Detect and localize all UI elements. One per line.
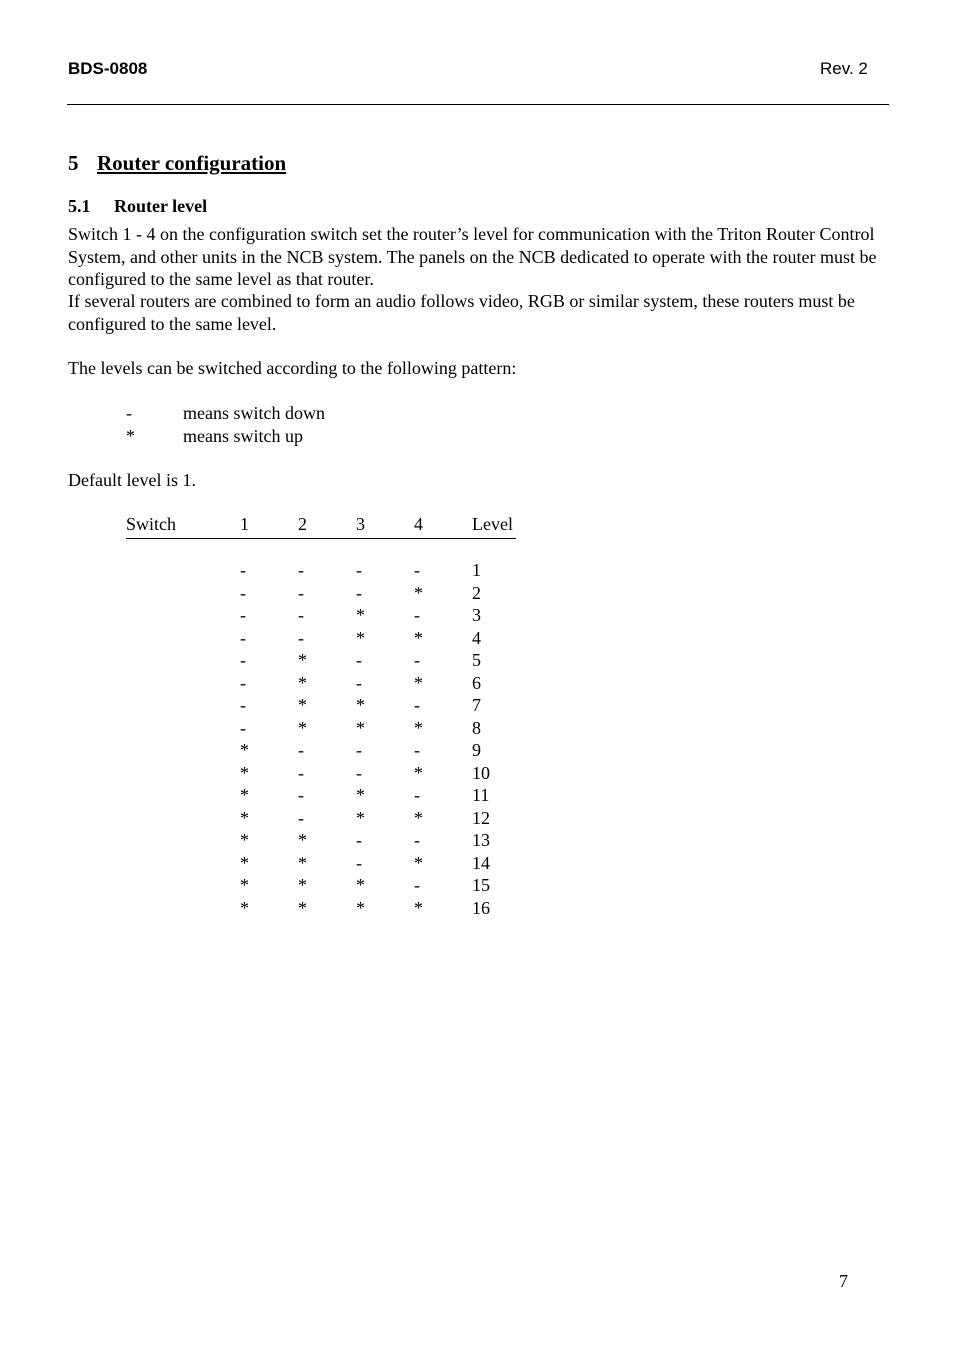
paragraph-combined-routers: If several routers are combined to form an audio follows video, RGB or similar system, these routers must be configured to the same level. [68,291,855,334]
section-number: 5 [68,151,79,175]
switch-2-state: - [298,785,304,805]
switch-4-state: - [414,695,420,715]
switch-1-state: - [240,605,246,625]
switch-1-state: - [240,672,246,693]
table-row [126,785,526,808]
subsection-number: 5.1 [68,196,91,216]
header-switch-3: 3 [356,514,365,534]
table-row [126,898,526,921]
level-value: 4 [472,627,481,648]
switch-2-state: - [298,582,304,603]
switch-2-state: - [298,560,304,580]
switch-1-state: * [240,875,249,895]
switch-2-state: * [298,717,307,738]
switch-1-state: - [240,627,246,648]
table-row [126,718,526,741]
switch-4-state: * [414,897,423,918]
subsection-title: Router level [114,196,208,216]
level-value: 3 [472,605,481,625]
level-value: 15 [472,875,490,895]
header-switch-2: 2 [298,514,307,534]
legend-symbol: * [126,425,135,446]
header-doc-id: BDS-0808 [68,59,148,78]
table-row [126,808,526,831]
table-row [126,875,526,898]
switch-1-state: * [240,897,249,918]
level-value: 10 [472,762,490,783]
switch-2-state: - [298,762,304,783]
switch-1-state: - [240,582,246,603]
switch-1-state: * [240,762,249,783]
switch-2-state: * [298,830,307,850]
switch-2-state: * [298,695,307,715]
switch-3-state: - [356,560,362,580]
switch-4-state: - [414,560,420,580]
switch-3-state: - [356,672,362,693]
switch-4-state: - [414,785,420,805]
paragraph-switch-intro: Switch 1 - 4 on the configuration switch set the router’s level for communication with the Triton Router Control System, and other units in the NCB system. The panels on the NCB dedicated to operate with the router must be configured to the same level as that router. [68,224,877,289]
switch-2-state: * [298,852,307,873]
legend-item-up [126,425,325,448]
switch-4-state: * [414,582,423,603]
page-number: 7 [839,1271,848,1291]
switch-3-state: * [356,627,365,648]
level-value: 16 [472,897,490,918]
switch-3-state: - [356,582,362,603]
switch-3-state: * [356,807,365,828]
table-row [126,560,526,583]
legend-meaning: means switch up [183,425,303,446]
level-value: 7 [472,695,481,715]
switch-4-state: - [414,605,420,625]
switch-2-state: - [298,605,304,625]
switch-4-state: - [414,650,420,670]
switch-3-state: - [356,650,362,670]
switch-1-state: * [240,807,249,828]
switch-1-state: - [240,650,246,670]
switch-1-state: - [240,695,246,715]
switch-3-state: * [356,875,365,895]
switch-3-state: - [356,830,362,850]
switch-2-state: * [298,875,307,895]
header-level: Level [472,514,513,534]
level-value: 5 [472,650,481,670]
switch-4-state: - [414,740,420,760]
switch-4-state: * [414,762,423,783]
switch-2-state: - [298,807,304,828]
switch-4-state: * [414,852,423,873]
switch-1-state: * [240,852,249,873]
switch-legend [126,402,325,447]
switch-3-state: * [356,717,365,738]
level-value: 12 [472,807,490,828]
header-rule [67,104,889,105]
switch-3-state: * [356,897,365,918]
switch-3-state: * [356,695,365,715]
table-row [126,605,526,628]
section-heading [68,151,286,176]
table-row [126,763,526,786]
subsection-heading [68,196,207,217]
table-row [126,650,526,673]
level-table [126,514,516,918]
table-row [126,740,526,763]
paragraph-default-level: Default level is 1. [68,470,196,490]
switch-1-state: * [240,830,249,850]
header-switch-1: 1 [240,514,249,534]
table-body [126,560,526,920]
switch-2-state: - [298,627,304,648]
table-row [126,673,526,696]
switch-4-state: - [414,830,420,850]
level-value: 6 [472,672,481,693]
table-row [126,583,526,606]
table-row [126,695,526,718]
level-value: 14 [472,852,490,873]
legend-item-down [126,402,325,425]
level-value: 2 [472,582,481,603]
section-title: Router configuration [97,151,287,175]
switch-3-state: - [356,740,362,760]
legend-meaning: means switch down [183,403,325,423]
switch-1-state: - [240,560,246,580]
header-switch: Switch [126,514,177,534]
switch-1-state: - [240,717,246,738]
switch-4-state: * [414,807,423,828]
switch-3-state: * [356,605,365,625]
level-value: 13 [472,830,490,850]
switch-3-state: * [356,785,365,805]
table-header [126,514,516,539]
legend-symbol: - [126,403,132,423]
header-switch-4: 4 [414,514,423,534]
level-value: 11 [472,785,490,805]
paragraph-pattern-intro: The levels can be switched according to the following pattern: [68,358,517,378]
switch-1-state: * [240,785,249,805]
switch-2-state: * [298,650,307,670]
switch-1-state: * [240,740,249,760]
switch-2-state: * [298,897,307,918]
table-row [126,830,526,853]
header-revision: Rev. 2 [820,59,868,78]
switch-4-state: - [414,875,420,895]
table-row [126,628,526,651]
switch-3-state: - [356,762,362,783]
switch-4-state: * [414,627,423,648]
level-value: 9 [472,740,481,760]
switch-3-state: - [356,852,362,873]
switch-2-state: - [298,740,304,760]
table-row [126,853,526,876]
switch-2-state: * [298,672,307,693]
level-value: 1 [472,560,481,580]
switch-4-state: * [414,672,423,693]
level-value: 8 [472,717,481,738]
switch-4-state: * [414,717,423,738]
